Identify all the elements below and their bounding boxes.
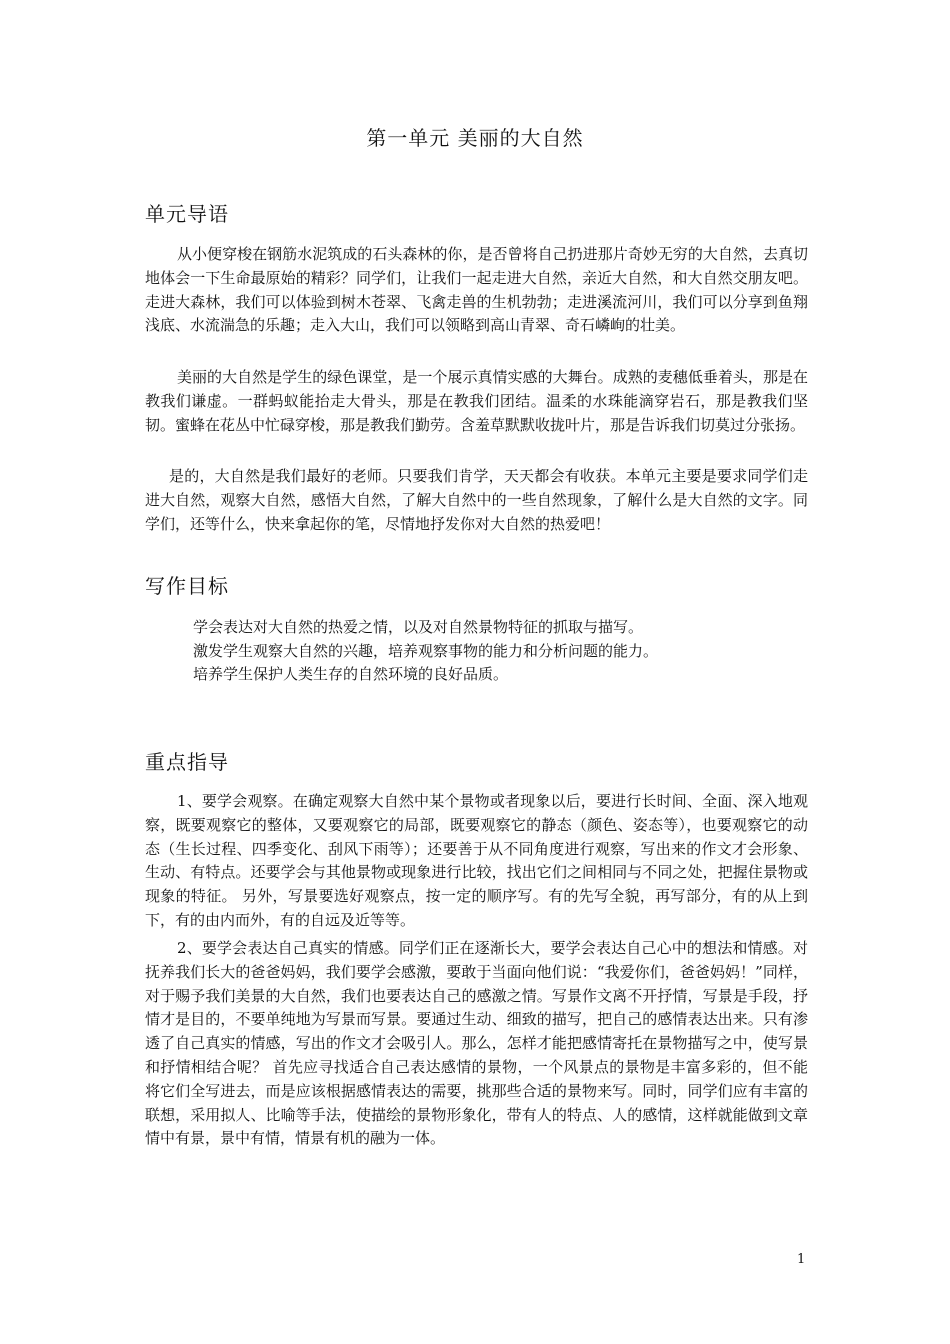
goals-list [193,616,813,687]
goal-item: 学会表达对大自然的热爱之情，以及对自然景物特征的抓取与描写。 [193,618,644,636]
page-title: 第一单元 美丽的大自然 [366,126,584,150]
intro-paragraph-1: 从小便穿梭在钢筋水泥筑成的石头森林的你，是否曾将自己扔进那片奇妙无穷的大自然，去真切地体会一下生命最原始的精彩？同学们，让我们一起走进大自然，亲近大自然，和大自然交朋友吧。走进大森林，我们可以体验到树木苍翠、飞禽走兽的生机勃勃；走进溪流河川，我们可以分享到鱼翔浅底、水流湍急的乐趣；走入大山，我们可以领略到高山青翠、奇石嶙峋的壮美。 [145,245,808,335]
section-heading-intro: 单元导语 [145,202,229,226]
guidance-paragraph-2: 2、要学会表达自己真实的情感。同学们正在逐渐长大，要学会表达自己心中的想法和情感。对抚养我们长大的爸爸妈妈，我们要学会感激，要敢于当面向他们说：“我爱你们，爸爸妈妈！”同样，对于赐予我们美景的大自然，我们也要表达自己的感激之情。写景作文离不开抒情，写景是手段，抒情才是目的，不要单纯地为写景而写景。要通过生动、细致的描写，把自己的感情表达出来。只有渗透了自己真实的情感，写出的作文才会吸引人。那么，怎样才能把感情寄托在景物描写之中，使写景和抒情相结合呢？ 首先应寻找适合自己表达感情的景物，一个风景点的景物是丰富多彩的，但不能将它们全写进去，而是应该根据感情表达的需要，挑那些合适的景物来写。同时，同学们应有丰富的联想，采用拟人、比喻等手法，使描绘的景物形象化，带有人的特点、人的感情，这样就能做到文章情中有景，景中有情，情景有机的融为一体。 [145,939,808,1148]
goal-item: 激发学生观察大自然的兴趣，培养观察事物的能力和分析问题的能力。 [193,641,659,660]
goal-item: 培养学生保护人类生存的自然环境的良好品质。 [193,665,509,683]
intro-paragraph-3: 是的，大自然是我们最好的老师。只要我们肯学，天天都会有收获。本单元主要是要求同学们走进大自然，观察大自然，感悟大自然，了解大自然中的一些自然现象，了解什么是大自然的文字。同学们，还等什么，快来拿起你的笔，尽情地抒发你对大自然的热爱吧！ [145,467,808,533]
guidance-paragraph-1: 1、要学会观察。在确定观察大自然中某个景物或者现象以后，要进行长时间、全面、深入地观察，既要观察它的整体，又要观察它的局部，既要观察它的静态（颜色、姿态等），也要观察它的动态（生长过程、四季变化、刮风下雨等）；还要善于从不同角度进行观察，写出来的作文才会形象、生动、有特点。还要学会与其他景物或现象进行比较，找出它们之间相同与不同之处，把握住景物或现象的特征。 另外，写景要选好观察点，按一定的顺序写。有的先写全貌，再写部分，有的从上到下，有的由内而外，有的自远及近等等。 [145,792,808,929]
page-number: 1 [797,1252,806,1267]
section-heading-guidance: 重点指导 [145,750,229,774]
section-heading-goals: 写作目标 [145,574,229,598]
intro-paragraph-2: 美丽的大自然是学生的绿色课堂，是一个展示真情实感的大舞台。成熟的麦穗低垂着头，那是在教我们谦虚。一群蚂蚁能抬走大骨头，那是在教我们团结。温柔的水珠能滴穿岩石，那是教我们坚韧。蜜蜂在花丛中忙碌穿梭，那是教我们勤劳。含羞草默默收拢叶片，那是告诉我们切莫过分张扬。 [145,368,808,434]
